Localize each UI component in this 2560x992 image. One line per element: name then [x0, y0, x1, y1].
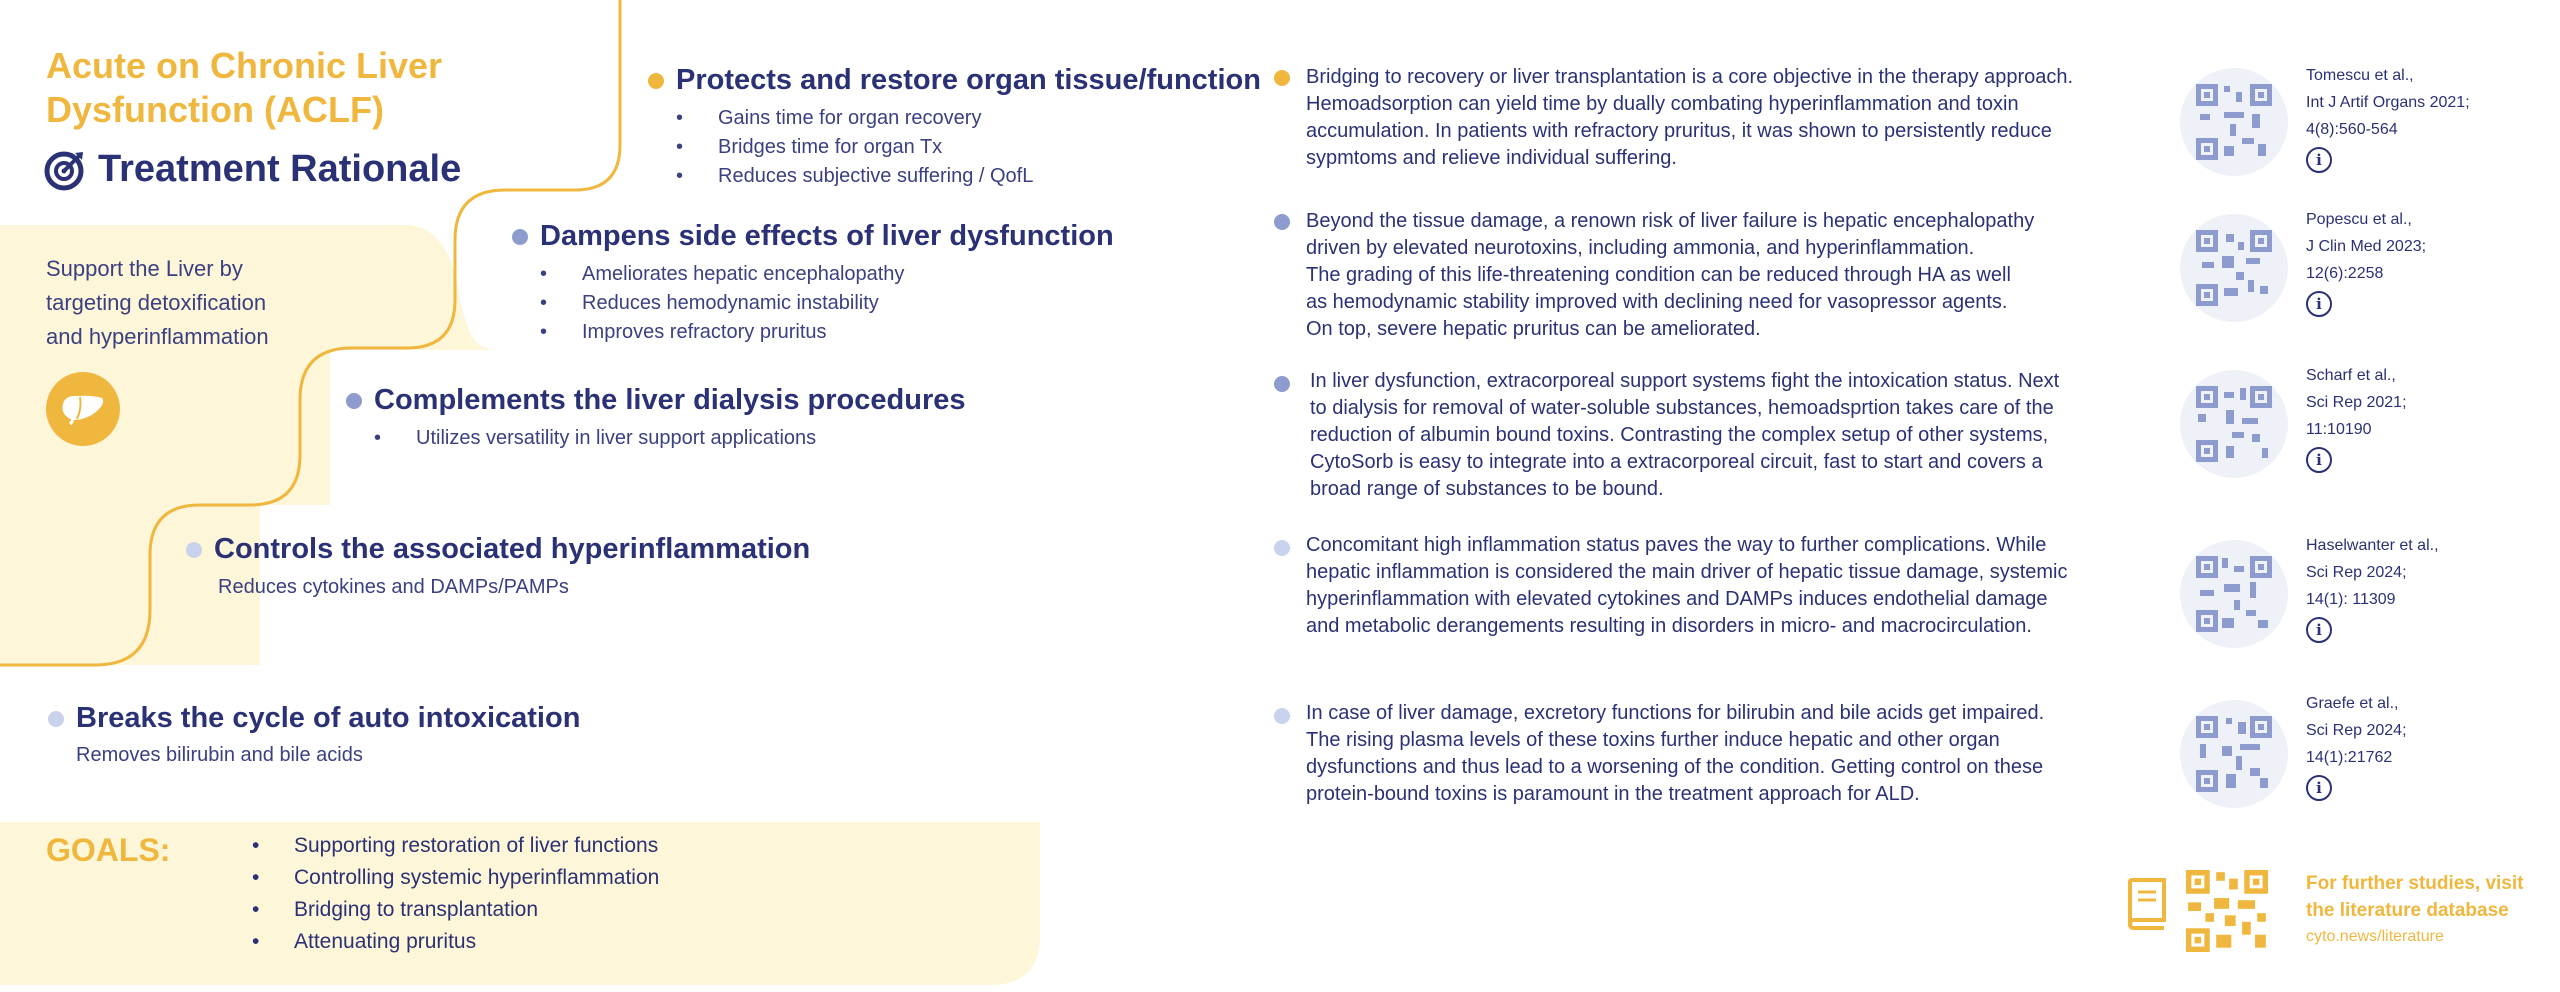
detail-1-text	[1306, 64, 2073, 172]
detail-line: sypmtoms and relieve individual suffering.	[1306, 147, 1677, 169]
detail-5-dot	[1274, 708, 1290, 724]
literature-link[interactable]: cyto.news/literature	[2306, 928, 2444, 945]
list-item: • Bridges time for organ Tx	[676, 136, 943, 158]
citation-4	[2306, 532, 2439, 643]
goal-text: Bridging to transplantation	[294, 898, 538, 921]
goal-text: Attenuating pruritus	[294, 930, 477, 953]
goal-text: Supporting restoration of liver functions	[294, 834, 659, 857]
citation-line: 14(1): 11309	[2306, 591, 2396, 608]
detail-line: The grading of this life-threatening condition can be reduced through HA as well	[1306, 264, 2011, 286]
list-item-text: Utilizes versatility in liver support applications	[416, 427, 817, 449]
qr-pattern	[2196, 556, 2272, 632]
support-line: Support the Liver by	[46, 256, 243, 281]
citation-line: 12(6):2258	[2306, 265, 2384, 282]
bullet-dot	[48, 711, 64, 727]
literature-link-block	[2306, 870, 2523, 946]
list-item: • Reduces subjective suffering / QofL	[676, 165, 1034, 187]
detail-line: Beyond the tissue damage, a renown risk of liver failure is hepatic encephalopathy	[1306, 210, 2035, 232]
citation-line: Popescu et al.,	[2306, 211, 2412, 228]
detail-line: CytoSorb is easy to integrate into a extracorporeal circuit, fast to start and covers a	[1310, 451, 2043, 473]
point-title-text: Controls the associated hyperinflammation	[214, 533, 811, 565]
detail-line: driven by elevated neurotoxins, including ammonia, and hyperinflammation.	[1306, 237, 1975, 259]
footer-qr-pattern	[2186, 870, 2268, 952]
detail-3-dot	[1274, 376, 1290, 392]
citation-3	[2306, 362, 2407, 473]
detail-line: protein-bound toxins is paramount in the treatment approach for ALD.	[1306, 783, 1920, 805]
detail-line: Concomitant high inflammation status paves the way to further complications. While	[1306, 534, 2047, 556]
qr-code-icon[interactable]	[2180, 214, 2288, 322]
detail-line: In case of liver damage, excretory functions for bilirubin and bile acids get impaired.	[1306, 702, 2045, 724]
detail-line: accumulation. In patients with refractory pruritus, it was shown to persistently reduce	[1306, 120, 2052, 142]
bullet-dot	[648, 73, 664, 89]
info-icon[interactable]: i	[2306, 775, 2332, 801]
detail-line: Hemoadsorption can yield time by dually combating hyperinflammation and toxin	[1306, 93, 2019, 115]
title-line-1: Acute on Chronic Liver	[46, 45, 443, 86]
qr-code-icon[interactable]	[2180, 540, 2288, 648]
info-icon[interactable]: i	[2306, 447, 2332, 473]
point-title-text: Dampens side effects of liver dysfunction	[540, 220, 1114, 252]
detail-line: In liver dysfunction, extracorporeal support systems fight the intoxication status. Next	[1310, 370, 2060, 392]
detail-line: Bridging to recovery or liver transplantation is a core objective in the therapy approach.	[1306, 66, 2074, 88]
point-3-bullets	[374, 424, 816, 453]
point-4-text: Reduces cytokines and DAMPs/PAMPs	[218, 576, 569, 598]
goals-list	[252, 830, 659, 958]
detail-4-dot	[1274, 540, 1290, 556]
bullet-dot	[186, 542, 202, 558]
qr-pattern	[2196, 386, 2272, 462]
detail-line: hepatic inflammation is considered the main driver of hepatic tissue damage, systemic	[1306, 561, 2068, 583]
detail-line: broad range of substances to be bound.	[1310, 478, 1664, 500]
qr-code-icon[interactable]	[2180, 68, 2288, 176]
point-title-text: Protects and restore organ tissue/function	[676, 64, 1261, 96]
qr-code-icon[interactable]	[2186, 870, 2268, 952]
info-icon[interactable]: i	[2306, 617, 2332, 643]
book-icon	[2124, 878, 2168, 930]
qr-pattern	[2196, 716, 2272, 792]
citation-line: Int J Artif Organs 2021;	[2306, 94, 2470, 111]
citation-line: Sci Rep 2024;	[2306, 564, 2407, 581]
further-studies-line-2: the literature database	[2306, 900, 2509, 921]
bullet-dot	[346, 393, 362, 409]
qr-pattern	[2196, 84, 2272, 160]
detail-line: The rising plasma levels of these toxins further induce hepatic and other organ	[1306, 729, 2000, 751]
liver-icon	[46, 372, 120, 446]
further-studies-line-1: For further studies, visit	[2306, 873, 2524, 894]
target-icon	[44, 149, 86, 191]
subtitle	[44, 148, 461, 191]
qr-code-icon[interactable]	[2180, 700, 2288, 808]
list-item-text: Improves refractory pruritus	[582, 321, 827, 343]
detail-2-dot	[1274, 214, 1290, 230]
goals-label: GOALS:	[46, 832, 171, 868]
list-item: • Improves refractory pruritus	[540, 321, 827, 343]
detail-line: hyperinflammation with elevated cytokines and DAMPs induces endothelial damage	[1306, 588, 2048, 610]
goal-item: • Attenuating pruritus	[252, 930, 477, 953]
point-3-title	[346, 384, 965, 417]
support-line: targeting detoxification	[46, 290, 267, 315]
info-icon[interactable]: i	[2306, 291, 2332, 317]
point-1-title	[648, 64, 1261, 97]
support-text	[46, 252, 269, 354]
support-line: and hyperinflammation	[46, 324, 269, 349]
goal-item: • Bridging to transplantation	[252, 898, 538, 921]
detail-line: to dialysis for removal of water-soluble substances, hemoadsprtion takes care of the	[1310, 397, 2054, 419]
point-title-text: Complements the liver dialysis procedures	[374, 384, 966, 416]
citation-2	[2306, 206, 2426, 317]
point-title-text: Breaks the cycle of auto intoxication	[76, 702, 581, 734]
list-item-text: Reduces subjective suffering / QofL	[718, 165, 1034, 187]
detail-3-text	[1310, 368, 2059, 503]
detail-2-text	[1306, 208, 2034, 343]
citation-line: Tomescu et al.,	[2306, 67, 2414, 84]
list-item-text: Gains time for organ recovery	[718, 107, 982, 129]
point-5-text: Removes bilirubin and bile acids	[76, 744, 363, 766]
qr-pattern	[2196, 230, 2272, 306]
list-item: • Ameliorates hepatic encephalopathy	[540, 263, 905, 285]
list-item-text: Bridges time for organ Tx	[718, 136, 943, 158]
detail-line: and metabolic derangements resulting in disorders in micro- and macrocirculation.	[1306, 615, 2032, 637]
point-2-title	[512, 220, 1114, 253]
bullet-dot	[512, 229, 528, 245]
citation-line: Graefe et al.,	[2306, 695, 2399, 712]
detail-1-dot	[1274, 70, 1290, 86]
citation-line: Haselwanter et al.,	[2306, 537, 2439, 554]
list-item: • Utilizes versatility in liver support applications	[374, 427, 817, 449]
citation-line: 4(8):560-564	[2306, 121, 2398, 138]
citation-5	[2306, 690, 2407, 801]
goal-item: • Supporting restoration of liver functions	[252, 834, 659, 857]
detail-4-text	[1306, 532, 2067, 640]
qr-code-icon[interactable]	[2180, 370, 2288, 478]
point-5-title	[48, 702, 580, 735]
liver-shape	[60, 392, 106, 426]
list-item: • Reduces hemodynamic instability	[540, 292, 879, 314]
list-item-text: Ameliorates hepatic encephalopathy	[582, 263, 905, 285]
detail-line: dysfunctions and thus lead to a worsening of the condition. Getting control on these	[1306, 756, 2044, 778]
goal-item: • Controlling systemic hyperinflammation	[252, 866, 660, 889]
goal-text: Controlling systemic hyperinflammation	[294, 866, 660, 889]
detail-5-text	[1306, 700, 2044, 808]
citation-line: J Clin Med 2023;	[2306, 238, 2427, 255]
point-2-bullets	[540, 260, 904, 347]
list-item: • Gains time for organ recovery	[676, 107, 982, 129]
detail-line: On top, severe hepatic pruritus can be ameliorated.	[1306, 318, 1761, 340]
subtitle-text: Treatment Rationale	[98, 148, 462, 190]
detail-line: reduction of albumin bound toxins. Contrasting the complex setup of other systems,	[1310, 424, 2049, 446]
citation-1	[2306, 62, 2470, 173]
point-1-bullets	[676, 104, 1033, 191]
detail-line: as hemodynamic stability improved with declining need for vasopressor agents.	[1306, 291, 2008, 313]
citation-line: 14(1):21762	[2306, 749, 2393, 766]
list-item-text: Reduces hemodynamic instability	[582, 292, 879, 314]
info-icon[interactable]: i	[2306, 147, 2332, 173]
point-4-title	[186, 533, 810, 566]
citation-line: Sci Rep 2021;	[2306, 394, 2407, 411]
citation-line: 11:10190	[2306, 421, 2372, 438]
title-line-2: Dysfunction (ACLF)	[46, 89, 384, 130]
citation-line: Sci Rep 2024;	[2306, 722, 2407, 739]
citation-line: Scharf et al.,	[2306, 367, 2396, 384]
